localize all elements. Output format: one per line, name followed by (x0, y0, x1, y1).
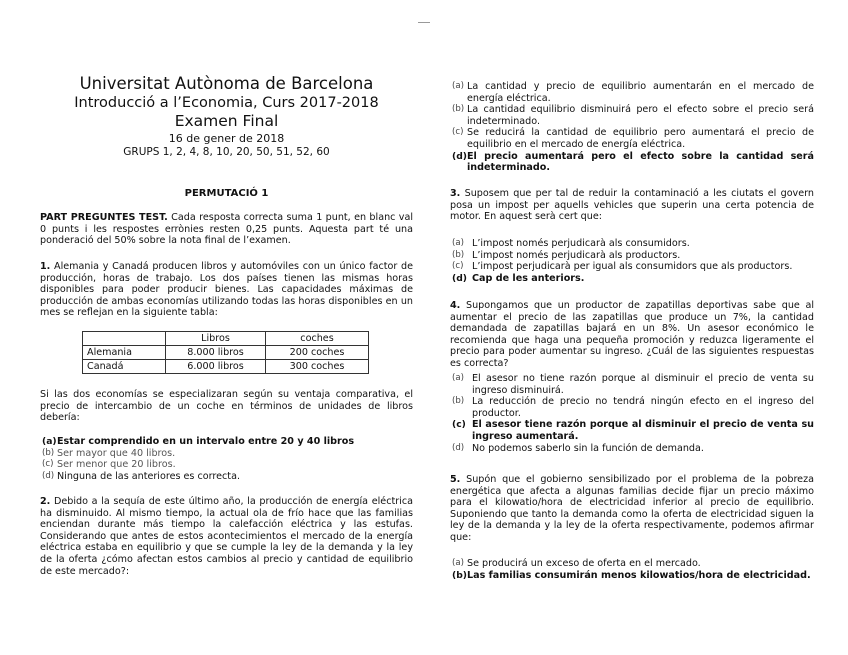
q3-option-b (450, 250, 814, 262)
option-text: L’impost perjudicarà per igual als consumidors que als productors. (472, 261, 793, 273)
permutation-title: PERMUTACIÓ 1 (184, 188, 269, 199)
q3-options (450, 238, 814, 284)
table-row (83, 346, 369, 360)
option-letter: (d) (42, 470, 55, 481)
question-4 (450, 300, 814, 370)
q1-number: 1. (40, 261, 51, 272)
q5-option-b (450, 570, 814, 582)
q2-option-c (450, 127, 814, 150)
table-cell: Alemania (83, 346, 166, 360)
option-letter: (a) (42, 436, 57, 447)
production-table (82, 331, 369, 374)
q5-number: 5. (450, 474, 461, 485)
q4-text: Supongamos que un productor de zapatillas deportivas sabe que al aumentar el precio de las zapatillas que produce un 7%, la cantidad demandada de zapatillas bajará en un 8%. Un asesor económico le recomienda que haga una pequeña promoción y reduzca ligeramente el precio para poder aumentar su ingreso. ¿Cuál de las siguientes respuestas es correcta? (450, 300, 814, 369)
option-letter: (c) (42, 459, 54, 470)
q1-option-a (40, 436, 413, 448)
option-letter: (a) (452, 558, 464, 568)
question-2 (40, 496, 413, 577)
q1-text: Alemania y Canadá producen libros y automóviles con un único factor de producción, horas de trabajo. Los dos países tienen las mismas horas disponibles para poder producir bienes. Las capacidades máximas de producción de ambas economías utilizando todas las horas disponibles en un mes se reflejan en la siguiente tabla: (40, 261, 413, 319)
option-letter: (d) (452, 442, 465, 453)
q4-option-c (450, 419, 814, 442)
table-cell: 200 coches (266, 346, 369, 360)
table-header-cell: coches (266, 332, 369, 346)
option-text: Se reducirá la cantidad de equilibrio pero aumentará el precio de equilibrio en el mercado de energía eléctrica. (467, 127, 814, 150)
option-letter: (c) (452, 261, 464, 272)
page-mark (418, 22, 430, 23)
option-text: L’impost només perjudicarà als productors. (472, 249, 681, 261)
option-text: El asesor no tiene razón porque al disminuir el precio de venta su ingreso disminuirá. (472, 373, 814, 396)
q2-option-d (450, 151, 814, 174)
option-letter: (a) (452, 373, 464, 383)
question-1 (40, 261, 413, 319)
q1-option-c (40, 459, 413, 471)
q5-option-a (450, 558, 814, 570)
option-letter: (b) (452, 104, 465, 115)
exam-groups: GRUPS 1, 2, 4, 8, 10, 20, 50, 51, 52, 60 (123, 146, 330, 158)
option-text: Ninguna de las anteriores es correcta. (57, 470, 240, 482)
table-cell: 6.000 libros (166, 360, 266, 374)
option-text: La cantidad equilibrio disminuirá pero el efecto sobre el precio será indeterminado. (467, 104, 814, 127)
option-text: L’impost només perjudicarà als consumidors. (472, 238, 690, 249)
q4-number: 4. (450, 300, 461, 311)
q5-options (450, 558, 814, 581)
option-text: Las familias consumirán menos kilowatios/hora de electricidad. (467, 569, 811, 581)
university-title: Universitat Autònoma de Barcelona (79, 74, 374, 93)
q4-option-a (450, 373, 814, 396)
option-text: El precio aumentará pero el efecto sobre la cantidad será indeterminado. (467, 150, 814, 174)
q2-text: Debido a la sequía de este último año, la producción de energía eléctrica ha disminuido. Al mismo tiempo, la actual ola de frío hace que las familias enciendan durante más tiempo la calefacción eléctrica y las estufas. Considerando que antes de estos acontecimientos el mercado de la energía eléctrica estaba en equilibrio y que se cumple la ley de la demanda y la ley de la oferta ¿cómo afectan estos cambios al precio y cantidad de equilibrio de este mercado?: (40, 496, 413, 577)
table-cell: 300 coches (266, 360, 369, 374)
table-row (83, 360, 369, 374)
option-text: Ser mayor que 40 libros. (57, 447, 176, 459)
option-text: Se producirá un exceso de oferta en el mercado. (467, 558, 701, 569)
q3-option-a (450, 238, 814, 250)
table-header-cell (83, 332, 166, 346)
table-header-row (83, 332, 369, 346)
option-text: No podemos saberlo sin la función de demanda. (472, 442, 704, 454)
option-letter: (d) (452, 272, 467, 284)
q2-options (450, 81, 814, 174)
course-title: Introducció a l’Economia, Curs 2017-2018 (74, 95, 379, 111)
q3-number: 3. (450, 188, 461, 199)
q4-option-d (450, 443, 814, 455)
question-3 (450, 188, 814, 223)
option-letter: (c) (452, 127, 464, 138)
option-letter: (c) (452, 419, 466, 431)
q2-option-a (450, 81, 814, 104)
question-5 (450, 474, 814, 544)
option-letter: (a) (452, 238, 464, 248)
intro-text: Cada resposta correcta suma 1 punt, en blanc val 0 punts i les respostes errònies resten 0,25 punts. Aquesta part té una ponderació del 50% sobre la nota final de l’examen. (40, 212, 414, 247)
q5-text: Supón que el gobierno sensibilizado por el problema de la pobreza energética que afecta a algunas familias decide fijar un precio máximo para el kilowatio/hora de electricidad inferior al precio de equilibrio. Suponiendo que tanto la demanda como la oferta de electricidad siguen la ley de la demanda y la ley de la oferta respectivamente, podemos afirmar que: (450, 474, 814, 543)
q3-option-c (450, 261, 814, 273)
table-cell: 8.000 libros (166, 346, 266, 360)
option-letter: (b) (452, 569, 467, 581)
q4-option-b (450, 396, 814, 419)
option-text: Estar comprendido en un intervalo entre 20 y 40 libros (57, 436, 355, 447)
q3-text: Suposem que per tal de reduir la contaminació a les ciutats el govern posa un impost per aquells vehicles que superin una certa potencia de motor. En aquest serà cert que: (450, 188, 814, 223)
option-text: La cantidad y precio de equilibrio aumentarán en el mercado de energía eléctrica. (467, 81, 814, 104)
option-letter: (d) (452, 150, 467, 162)
q4-options (450, 373, 814, 454)
q2-option-b (450, 104, 814, 127)
q1-option-d (40, 471, 413, 483)
intro-paragraph (40, 212, 413, 247)
q1-options (40, 436, 413, 482)
option-text: La reducción de precio no tendrá ningún efecto en el ingreso del productor. (472, 396, 814, 419)
option-letter: (a) (452, 81, 464, 91)
option-letter: (b) (452, 396, 465, 407)
exam-date: 16 de gener de 2018 (168, 132, 285, 145)
q1-option-b (40, 448, 413, 460)
q1-question: Si las dos economías se especializaran según su ventaja comparativa, el precio de intercambio de un coche en términos de unidades de libros debería: (40, 389, 413, 424)
q2-number: 2. (40, 496, 51, 507)
table-header-cell: Libros (166, 332, 266, 346)
table-cell: Canadá (83, 360, 166, 374)
intro-label: PART PREGUNTES TEST. (40, 212, 168, 223)
option-letter: (b) (452, 249, 465, 260)
option-text: Ser menor que 20 libros. (57, 459, 176, 471)
exam-title: Examen Final (174, 112, 279, 130)
option-letter: (b) (42, 447, 55, 458)
option-text: El asesor tiene razón porque al disminuir el precio de venta su ingreso aumentará. (472, 419, 814, 442)
option-text: Cap de les anteriors. (472, 272, 585, 284)
q3-option-d (450, 273, 814, 285)
